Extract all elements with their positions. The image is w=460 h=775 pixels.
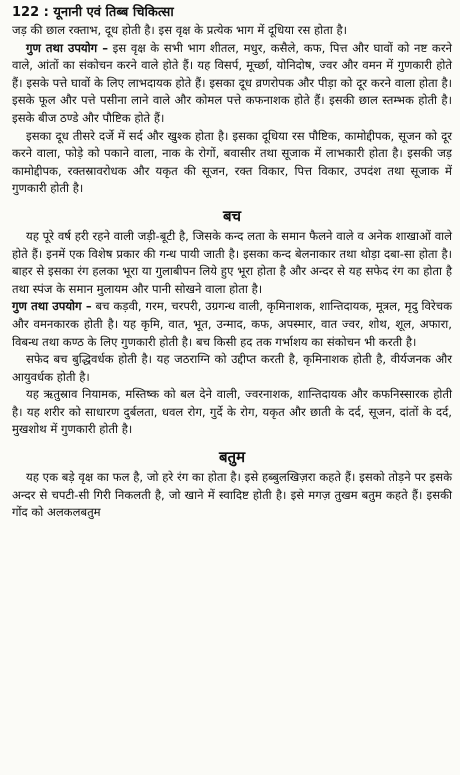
properties-text-2: बच कड़वी, गरम, चरपरी, उग्रगन्ध वाली, कृमिनाशक, शान्तिदायक, मूत्रल, मृदु विरेचक और वमनकारक होती है। यह कृमि, वात, भूत, उन्माद, कफ, अपस्मार, वात ज्वर, शोथ, शूल, अफारा, विबन्ध तथा कण्ठ के लिए गुणकारी होती है। बच किसी हद तक गर्भाशय का संकोचन भी करती है। [12, 299, 453, 349]
paragraph-3: इसका दूध तीसरे दर्जे में सर्द और खुश्क होता है। इसका दूधिया रस पौष्टिक, कामोद्दीपक, सूजन को दूर करने वाला, फोड़े को पकाने वाला, नाक के रोगों, बवासीर तथा सूजाक में लाभकारी होता है। इसकी जड़ कामोद्दीपक, रक्तस्रावरोधक और यकृत की सूजन, रक्त विकार, पित्त विकार, उपदंश तथा सूजाक में गुणकारी होती है। [12, 128, 452, 196]
section-heading-batum: बतुम [218, 448, 246, 467]
paragraph-7: यह ऋतुस्राव नियामक, मस्तिष्क को बल देने वाली, ज्वरनाशक, शान्तिदायक और कफनिस्सारक होती है। यह शरीर को साधारण दुर्बलता, धवल रोग, गुर्दे के रोग, यकृत और छाती के दर्द, सूजन, दांतों के दर्द, मुखशोथ में गुणकारी होती है। [12, 387, 452, 437]
properties-heading-1: गुण तथा उपयोग – [26, 40, 108, 55]
page-header: 122 : यूनानी एवं तिब्ब चिकित्सा [12, 5, 174, 20]
paragraph-properties-2 [12, 298, 452, 351]
paragraph-1: जड़ की छाल रक्ताभ, दूध होती है। इस वृक्ष के प्रत्येक भाग में दूधिया रस होता है। [12, 23, 347, 37]
paragraph-properties-1 [12, 40, 452, 128]
properties-text-1: इस वृक्ष के सभी भाग शीतल, मधुर, कसैले, कफ, पित्त और घावों को नष्ट करने वाले, आंतों का संकोचन करने वाले होते हैं। यह विसर्प, मूर्च्छा, योनिदोष, ज्वर और वमन में गुणकारी होते हैं। इसके पत्ते घावों के लिए लाभदायक होते हैं। इसका दूध व्रणरोपक और पीड़ा को दूर करने वाला होता है। इसके फूल और पत्ते पसीना लाने वाले और कोमल पत्ते कफनाशक होते हैं। इसकी छाल स्तम्भक होती है। इसके बीज ठण्डे और पौष्टिक होते हैं। [12, 40, 452, 125]
properties-heading-2: गुण तथा उपयोग – [12, 299, 92, 314]
paragraph-8: यह एक बड़े वृक्ष का फल है, जो हरे रंग का होता है। इसे हब्बुलखिज़रा कहते हैं। इसको तोड़ने पर इसके अन्दर से चपटी-सी गिरी निकलती है, जो खाने में स्वादिष्ट होती है। इसे मगज़ तुखम बतुम कहते हैं। इसकी गोंद को अलकलबतुम [12, 470, 452, 520]
paragraph-6: सफेद बच बुद्धिवर्धक होती है। यह जठराग्नि को उद्दीप्त करती है, कृमिनाशक होती है, वीर्यजनक और आयुवर्धक होती है। [12, 352, 452, 384]
paragraph-4: यह पूरे वर्ष हरी रहने वाली जड़ी-बूटी है, जिसके कन्द लता के समान फैलने वाले व अनेक शाखाओं वाले होते हैं। इनमें एक विशेष प्रकार की गन्ध पायी जाती है। इसका कन्द बेलनाकार तथा थोड़ा दबा-सा होता है। बाहर से इसका रंग हलका भूरा या गुलाबीपन लिये हुए भूरा होता है और अन्दर से यह सफेद रंग का होता है तथा स्पंज के समान मुलायम और पानी सोखने वाला होता है। [12, 228, 452, 296]
section-heading-bach: बच [222, 206, 242, 225]
